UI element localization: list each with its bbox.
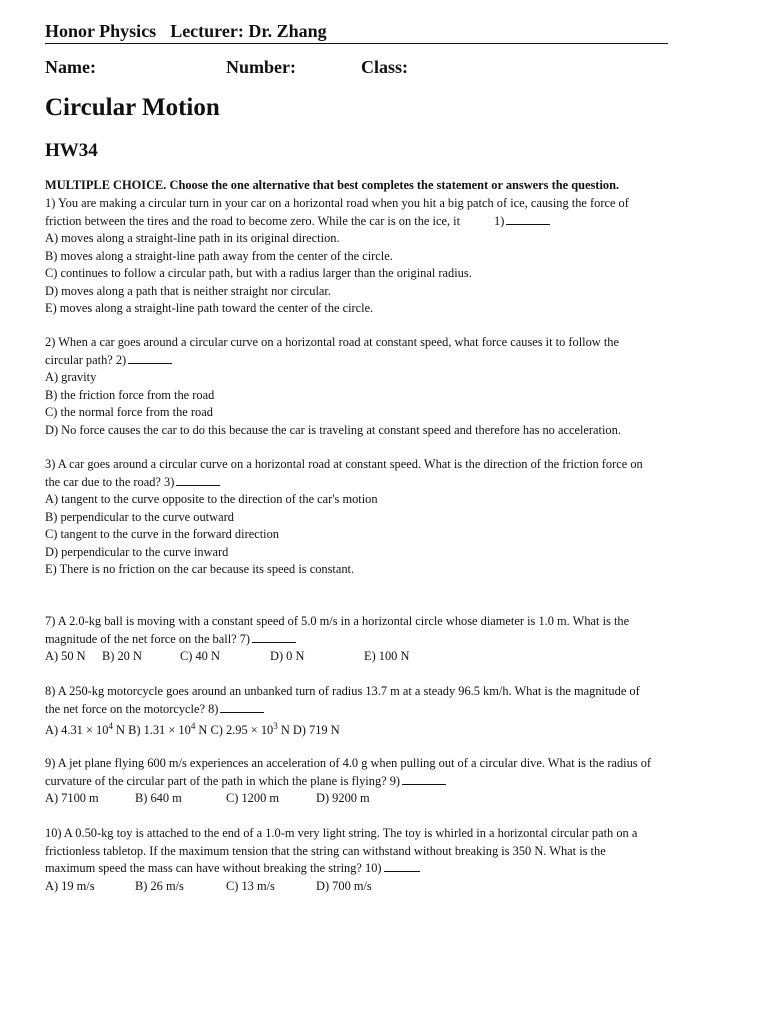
question-1-stem-line2: friction between the tires and the road to become zero. While the car is on the ice, it	[45, 213, 461, 228]
q10-choice-c: C) 13 m/s	[226, 878, 275, 893]
q1-choice-b: B) moves along a straight-line path away from the center of the circle.	[45, 248, 393, 263]
answer-blank-8[interactable]	[220, 702, 264, 713]
homework-number: HW34	[45, 140, 98, 161]
q8-choices	[45, 718, 705, 740]
question-2-stem-line2: circular path? 2)	[45, 352, 127, 367]
question-10-stem-line2: frictionless tabletop. If the maximum tension that the string can withstand without breaking is 350 N. What is the	[45, 843, 606, 858]
number-label: Number:	[226, 57, 296, 77]
q10-choice-b: B) 26 m/s	[135, 878, 184, 893]
q7-choice-d: D) 0 N	[270, 649, 305, 663]
page-title: Circular Motion	[45, 94, 220, 121]
q7-choice-e: E) 100 N	[364, 649, 410, 663]
q1-choice-a: A) moves along a straight-line path in its original direction.	[45, 231, 340, 245]
answer-blank-9[interactable]	[402, 774, 446, 785]
question-9-stem-line1: 9) A jet plane flying 600 m/s experiences an acceleration of 4.0 g when pulling out of a circular dive. What is the radius of	[45, 756, 652, 770]
q8-choice-c-exponent: 3	[273, 721, 278, 731]
q8-choice-b: N B) 1.31 × 10	[112, 723, 191, 737]
q8-choice-a-exponent: 4	[108, 721, 113, 731]
q10-choice-a: A) 19 m/s	[45, 878, 95, 893]
answer-blank-1[interactable]	[506, 214, 550, 225]
q2-choice-a: A) gravity	[45, 370, 97, 384]
q2-choice-c: C) the normal force from the road	[45, 405, 213, 419]
name-label: Name:	[45, 57, 96, 77]
question-3-stem-line2: the car due to the road? 3)	[45, 474, 175, 489]
question-2	[45, 334, 705, 439]
q3-choice-e: E) There is no friction on the car because its speed is constant.	[45, 562, 355, 576]
question-2-stem-line1: 2) When a car goes around a circular curve on a horizontal road at constant speed, what force causes it to follow the	[45, 335, 619, 349]
q7-choice-b: B) 20 N	[102, 649, 142, 663]
answer-blank-3[interactable]	[176, 475, 220, 486]
question-10	[45, 825, 705, 895]
question-7-stem-line2: magnitude of the net force on the ball? 7)	[45, 631, 251, 646]
question-3	[45, 456, 705, 579]
q10-choice-d: D) 700 m/s	[316, 878, 372, 893]
course-header	[45, 20, 668, 44]
q8-choice-a: A) 4.31 × 10	[45, 723, 109, 737]
question-8-stem-line1: 8) A 250-kg motorcycle goes around an unbanked turn of radius 13.7 m at a steady 96.5 km/h. What is the magnitude of	[45, 684, 640, 698]
question-3-stem-line1: 3) A car goes around a circular curve on a horizontal road at constant speed. What is the direction of the friction force on	[45, 457, 643, 471]
q3-choice-d: D) perpendicular to the curve inward	[45, 544, 229, 559]
q8-choice-d: N D) 719 N	[277, 723, 340, 737]
q1-choice-c: C) continues to follow a circular path, but with a radius larger than the original radius.	[45, 266, 472, 280]
answer-blank-10[interactable]	[384, 861, 420, 872]
q3-choice-a: A) tangent to the curve opposite to the direction of the car's motion	[45, 492, 378, 506]
question-1	[45, 195, 705, 318]
q8-choice-b-exponent: 4	[190, 721, 196, 731]
q3-choice-c: C) tangent to the curve in the forward direction	[45, 527, 279, 541]
instructions: MULTIPLE CHOICE. Choose the one alternative that best completes the statement or answers the question.	[45, 178, 620, 192]
question-7	[45, 613, 705, 666]
q1-choice-e: E) moves along a straight-line path toward the center of the circle.	[45, 301, 374, 315]
question-9	[45, 755, 705, 808]
q9-choice-c: C) 1200 m	[226, 791, 280, 805]
question-10-stem-line1: 10) A 0.50-kg toy is attached to the end of a 1.0-m very light string. The toy is whirled in a horizontal circular path on a	[45, 826, 638, 840]
question-1-stem-line1: 1) You are making a circular turn in your car on a horizontal road when you hit a big patch of ice, causing the force of	[45, 196, 629, 210]
q2-choice-b: B) the friction force from the road	[45, 387, 215, 402]
answer-blank-7[interactable]	[252, 632, 296, 643]
q7-choice-c: C) 40 N	[180, 649, 220, 663]
question-7-stem-line1: 7) A 2.0-kg ball is moving with a constant speed of 5.0 m/s in a horizontal circle whose diameter is 1.0 m. What is the	[45, 614, 630, 628]
q9-choice-b: B) 640 m	[135, 791, 182, 805]
q9-choice-d: D) 9200 m	[316, 791, 370, 805]
lecturer-name: Lecturer: Dr. Zhang	[170, 21, 327, 41]
question-1-number: 1)	[494, 213, 505, 228]
question-8-stem-line2: the net force on the motorcycle? 8)	[45, 701, 219, 716]
question-9-stem-line2: curvature of the circular part of the path in which the plane is flying? 9)	[45, 773, 401, 788]
q9-choice-a: A) 7100 m	[45, 791, 99, 805]
q2-choice-d: D) No force causes the car to do this because the car is traveling at constant speed and therefore has no acceleration.	[45, 422, 621, 437]
question-8	[45, 683, 705, 740]
question-10-stem-line3: maximum speed the mass can have without breaking the string? 10)	[45, 861, 382, 875]
course-name: Honor Physics	[45, 21, 157, 41]
q7-choice-a: A) 50 N	[45, 649, 86, 663]
q1-choice-d: D) moves along a path that is neither straight nor circular.	[45, 283, 331, 298]
answer-blank-2[interactable]	[128, 353, 172, 364]
class-label: Class:	[361, 57, 409, 77]
q8-choice-c: N C) 2.95 × 10	[195, 723, 274, 737]
q3-choice-b: B) perpendicular to the curve outward	[45, 509, 234, 524]
